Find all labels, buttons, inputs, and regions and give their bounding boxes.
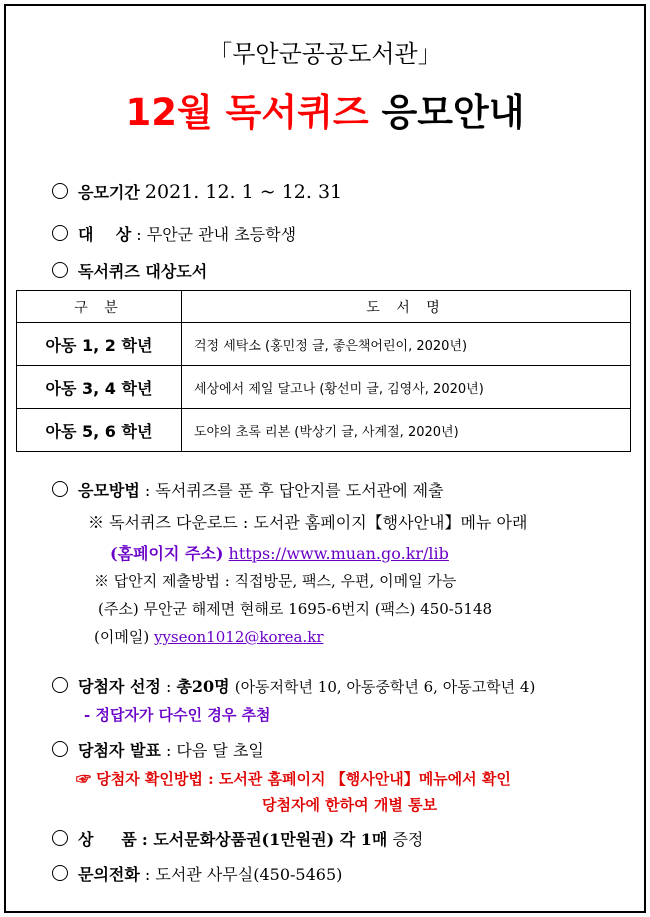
circle-bullet-icon — [52, 865, 68, 881]
winners-total: 총20명 — [176, 677, 230, 696]
book-cell: 걱정 세탁소 (홍민정 글, 좋은책어린이, 2020년) — [182, 323, 631, 366]
download-line: ※ 독서퀴즈 다운로드 : 도서관 홈페이지【행사안내】메뉴 아래 — [88, 513, 528, 532]
submit-line: ※ 답안지 제출방법 : 직접방문, 팩스, 우편, 이메일 가능 — [94, 572, 457, 590]
grade-cell: 아동 1, 2 학년 — [17, 323, 182, 366]
book-cell: 도야의 초록 리본 (박상기 글, 사계절, 2020년) — [182, 409, 631, 452]
target-row: 대 상 : 무안군 관내 초등학생 — [52, 222, 296, 245]
announce-label: 당첨자 발표 — [78, 741, 161, 760]
circle-bullet-icon — [52, 183, 68, 199]
period-label: 응모기간 — [78, 183, 140, 202]
main-title — [0, 82, 650, 136]
announce-value: : 다음 달 초일 — [165, 741, 264, 760]
winners-note: - 정답자가 다수인 경우 추첨 — [84, 706, 271, 724]
organization-title: 「무안군공공도서관」 — [208, 40, 442, 68]
circle-bullet-icon — [52, 741, 68, 757]
winners-label: 당첨자 선정 — [78, 677, 161, 696]
contact-row — [52, 862, 342, 885]
table-row — [17, 409, 631, 452]
circle-bullet-icon — [52, 830, 68, 846]
circle-bullet-icon — [52, 262, 68, 278]
main-title-black: 응모안내 — [381, 91, 525, 134]
check-line-2: 당첨자에 한하여 개별 통보 — [262, 796, 438, 814]
method-value: : 독서퀴즈를 푼 후 답안지를 도서관에 제출 — [144, 481, 444, 500]
email-link[interactable]: yyseon1012@korea.kr — [153, 628, 324, 646]
circle-bullet-icon — [52, 225, 68, 241]
winners-colon: : — [165, 677, 172, 696]
target-label: 대 상 — [78, 225, 132, 244]
main-title-red: 12월 독서퀴즈 — [125, 91, 369, 134]
books-heading: 독서퀴즈 대상도서 — [78, 262, 208, 281]
grade-cell: 아동 5, 6 학년 — [17, 409, 182, 452]
target-value: 무안군 관내 초등학생 — [146, 225, 297, 244]
books-table — [16, 290, 631, 452]
circle-bullet-icon — [52, 677, 68, 693]
homepage-link[interactable]: https://www.muan.go.kr/lib — [228, 544, 449, 563]
contact-label: 문의전화 — [78, 865, 140, 884]
address-line: (주소) 무안군 해제면 현해로 1695-6번지 (팩스) 450-5148 — [98, 600, 493, 618]
homepage-label: (홈페이지 주소) — [110, 544, 224, 563]
period-row — [52, 180, 342, 203]
table-header-row — [17, 291, 631, 323]
table-row — [17, 366, 631, 409]
winners-breakdown: (아동저학년 10, 아동중학년 6, 아동고학년 4) — [234, 678, 536, 696]
email-line — [94, 626, 324, 647]
contact-value: : 도서관 사무실(450-5465) — [144, 865, 343, 884]
prize-value: : 도서문화상품권(1만원권) 각 1매 — [141, 830, 388, 849]
winners-row — [52, 674, 535, 697]
email-label: (이메일) — [94, 628, 150, 646]
table-row — [17, 323, 631, 366]
announce-row — [52, 738, 264, 761]
homepage-line — [110, 541, 449, 564]
method-label: 응모방법 — [78, 481, 140, 500]
table-header-book: 도 서 명 — [182, 291, 631, 323]
circle-bullet-icon — [52, 481, 68, 497]
prize-suffix: 증정 — [392, 830, 424, 849]
prize-label: 상 품 — [78, 830, 137, 849]
table-header-grade: 구 분 — [17, 291, 182, 323]
method-row — [52, 478, 444, 501]
books-heading-row — [52, 259, 207, 282]
prize-row — [52, 827, 423, 850]
period-value: 2021. 12. 1 ~ 12. 31 — [144, 181, 343, 203]
book-cell: 세상에서 제일 달고나 (황선미 글, 김영사, 2020년) — [182, 366, 631, 409]
grade-cell: 아동 3, 4 학년 — [17, 366, 182, 409]
check-line-1: ☞ 당첨자 확인방법 : 도서관 홈페이지 【행사안내】메뉴에서 확인 — [76, 770, 511, 788]
